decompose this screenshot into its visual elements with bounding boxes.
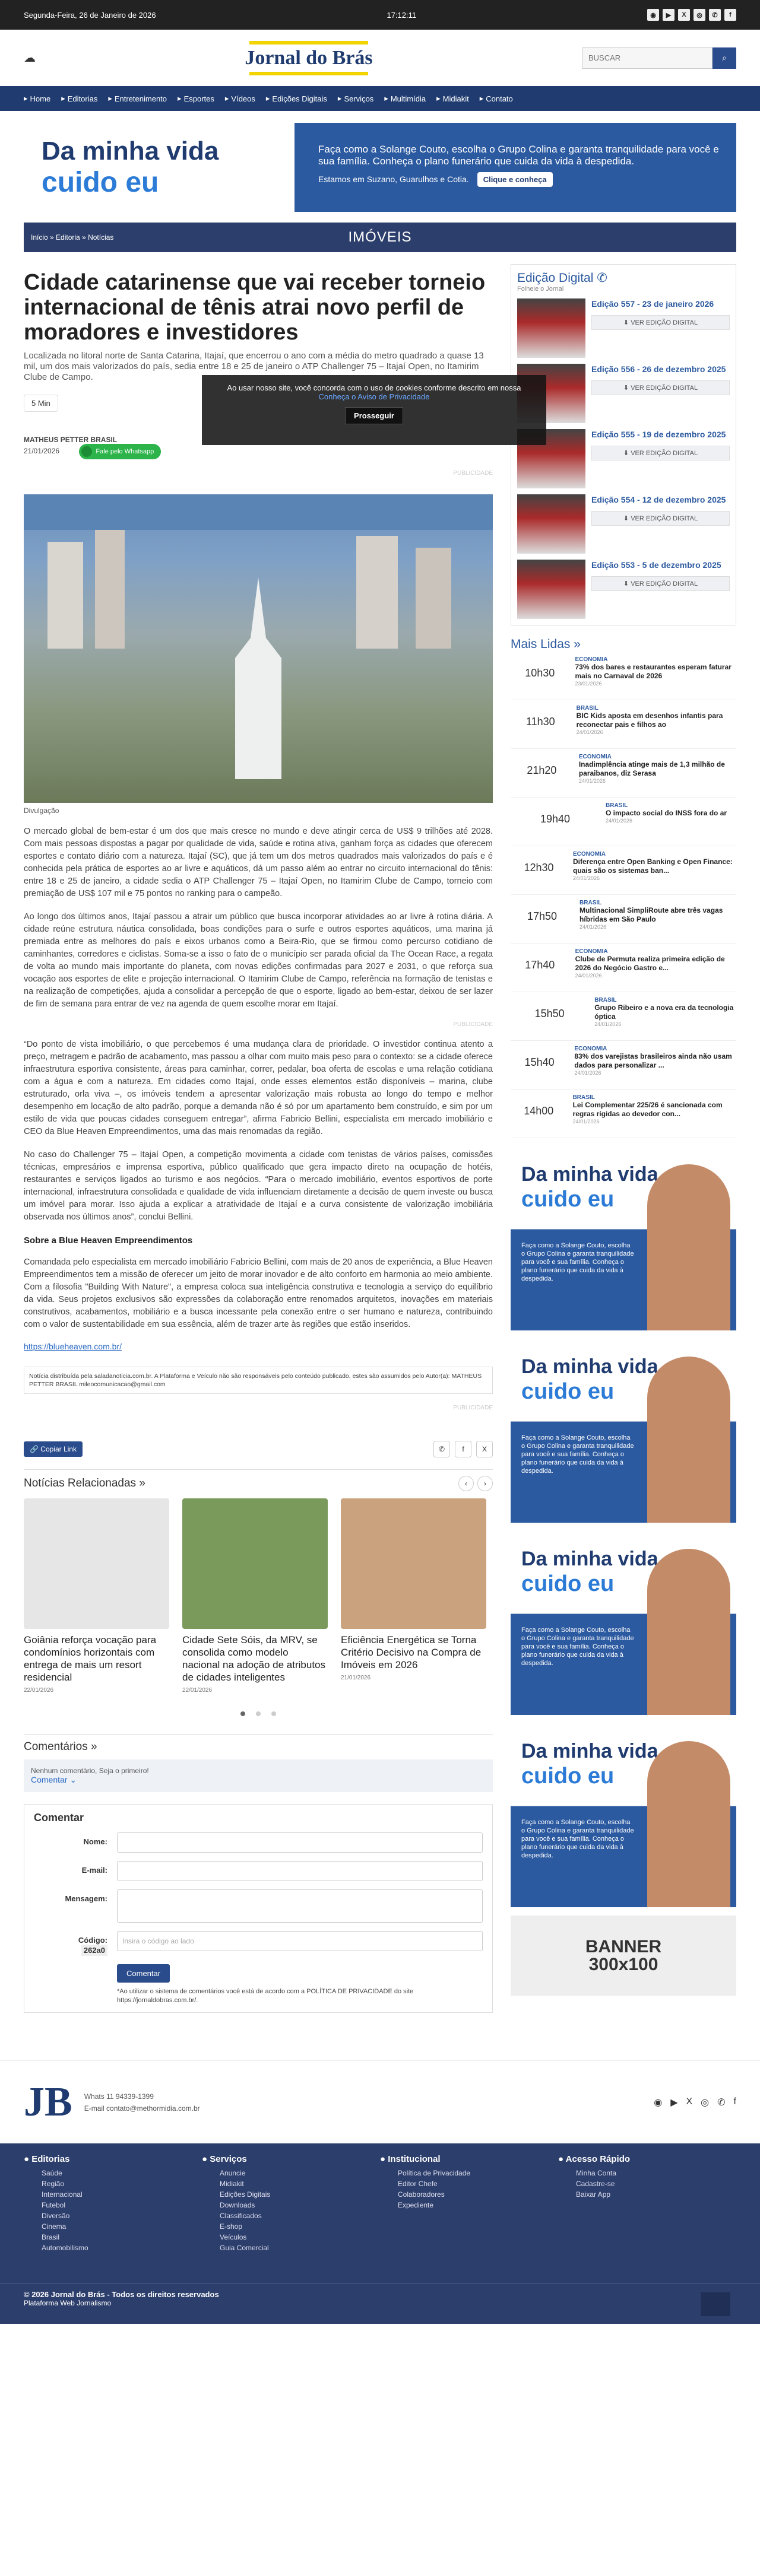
most-read-category: ECONOMIA xyxy=(574,1046,607,1052)
ad-text: Faça como a Solange Couto, escolha o Grupo Colina e garanta tranquilidade para você e sua família. Conheça o plano funerário que cuida da vida à despedida. xyxy=(521,1627,634,1667)
article xyxy=(24,264,493,2013)
related-date: 21/01/2026 xyxy=(341,1675,371,1681)
most-read-category: ECONOMIA xyxy=(575,948,608,955)
search-button[interactable] xyxy=(712,47,736,69)
paragraph: Ao longo dos últimos anos, Itajaí passou a atrair um público que busca incorporar atividades ao ar livre à rotina diária. A cidade reúne estrutura náutica consolidada, boas condições para o surfe e outros esportes aquáticos, uma marina já premiada entre as melhores do país e eixos urbanos como a Beira-Rio, que se firmou como percurso cotidiano de caminhantes, corredores e ciclistas. Soma-se a isso o fato de o município ser parada oficial da The Ocean Race, a regata de volta ao mundo mais importante do planeta, com novas edições confirmadas para 2027 e 2031, o que reforça sua vocação aos esportes de elite e projeção internacional. O Itamirim Clube de Campo, referência na formação de tenistas e na realização de competições, ajuda a consolidar a percepção de que o esporte, ligado ao bem-estar, deixou de ser lazer de fim de semana para entrar de vez na agenda de quem escolhe morar em Itajaí. xyxy=(24,912,493,1009)
related-image xyxy=(341,1498,486,1629)
comment-form xyxy=(24,1804,493,2013)
view-edition-button[interactable]: ⬇ VER EDIÇÃO DIGITAL xyxy=(591,380,730,395)
next-arrow-icon[interactable]: › xyxy=(477,1476,493,1491)
comments-empty: Nenhum comentário, Seja o primeiro! Comentar ⌄ xyxy=(24,1759,493,1792)
most-read-item[interactable] xyxy=(511,798,736,846)
most-read-title[interactable]: Grupo Ribeiro e a nova era da tecnologia óptica xyxy=(594,1003,734,1021)
related-title: Notícias Relacionadas » xyxy=(24,1477,145,1489)
ad-label: PUBLICIDADE xyxy=(453,470,493,477)
footer-link[interactable]: Editor Chefe xyxy=(398,2180,438,2188)
sports-icon: ▸ xyxy=(178,94,182,103)
related-card[interactable] xyxy=(182,1498,328,1694)
ad-label: PUBLICIDADE xyxy=(453,1021,493,1028)
whatsapp-icon xyxy=(81,446,92,457)
breadcrumb-noticias[interactable]: Notícias xyxy=(88,233,114,242)
most-read-title: Mais Lidas » xyxy=(511,637,581,651)
footer-column-title: ● Institucional xyxy=(380,2154,441,2164)
most-read-time: 17h40 xyxy=(525,959,555,971)
sidebar-ad[interactable] xyxy=(511,1723,736,1907)
view-edition-button[interactable]: ⬇ VER EDIÇÃO DIGITAL xyxy=(591,446,730,460)
nav-label: Entretenimento xyxy=(114,94,167,103)
ad-line2: cuido eu xyxy=(521,1571,615,1596)
most-read-date: 24/01/2026 xyxy=(575,973,602,979)
x-share-icon[interactable]: X xyxy=(476,1441,493,1457)
editorias-icon: ▸ xyxy=(61,94,65,103)
ad-text: Faça como a Solange Couto, escolha o Grupo Colina e garanta tranquilidade para você e sua família. Conheça o plano funerário que cuida da vida à despedida. xyxy=(521,1434,634,1475)
edition-title[interactable]: Edição 557 - 23 de janeiro 2026 xyxy=(591,299,714,309)
prev-arrow-icon[interactable]: ‹ xyxy=(458,1476,474,1491)
footer-link[interactable]: Expediente xyxy=(398,2201,434,2209)
privacy-note: *Ao utilizar o sistema de comentários você está de acordo com a POLÍTICA DE PRIVACIDADE do site https://jornaldobras.com.br/. xyxy=(117,1988,414,2004)
view-edition-button[interactable]: ⬇ VER EDIÇÃO DIGITAL xyxy=(591,576,730,591)
message-field[interactable] xyxy=(117,1889,483,1923)
edition-thumbnail[interactable] xyxy=(517,298,585,358)
most-read-date: 23/01/2026 xyxy=(575,681,602,687)
code-field[interactable]: Insira o código ao lado xyxy=(117,1931,483,1951)
footer-link[interactable]: Guia Comercial xyxy=(220,2244,269,2252)
header xyxy=(0,30,760,86)
most-read-item[interactable] xyxy=(511,1090,736,1138)
footer-column-title: ● Acesso Rápido xyxy=(558,2154,631,2164)
edition-item[interactable] xyxy=(517,494,730,554)
most-read-title[interactable]: Multinacional SimpliRoute abre três vagas híbridas em São Paulo xyxy=(580,906,723,923)
footer-link[interactable]: E-shop xyxy=(220,2222,243,2231)
back-to-top-button[interactable] xyxy=(701,2292,730,2316)
ad-person-image xyxy=(647,1357,730,1523)
most-read-time: 19h40 xyxy=(540,813,571,825)
nav-item-3[interactable] xyxy=(178,94,214,103)
footer-column xyxy=(24,2154,202,2273)
comments-title: Comentários » xyxy=(24,1740,97,1753)
most-read-title[interactable]: BIC Kids aposta em desenhos infantis para reconectar pais e filhos ao xyxy=(576,712,723,729)
x-footer-icon[interactable]: X xyxy=(686,2096,693,2107)
related-title[interactable]: Eficiência Energética se Torna Critério Decisivo na Compra de Imóveis em 2026 xyxy=(341,1634,482,1670)
share-icons xyxy=(433,1441,493,1457)
footer-column-title: ● Serviços xyxy=(202,2154,247,2164)
entertainment-icon: ▸ xyxy=(108,94,112,103)
author-name: MATHEUS PETTER BRASIL xyxy=(24,436,118,444)
edition-info xyxy=(591,494,730,554)
ad-button[interactable]: Clique e conheça xyxy=(477,172,553,187)
whatsapp-footer-icon[interactable]: ✆ xyxy=(717,2097,726,2108)
carousel-dots xyxy=(24,1711,493,1716)
most-read-category: ECONOMIA xyxy=(575,656,608,663)
footer-link[interactable]: Futebol xyxy=(42,2201,66,2209)
most-read-info xyxy=(606,802,727,841)
most-read-title[interactable]: Lei Complementar 225/26 é sancionada com regras rígidas ao devedor con... xyxy=(572,1101,723,1118)
share-bar xyxy=(24,1441,493,1457)
most-read-info xyxy=(573,851,736,890)
paragraph: O mercado global de bem-estar é um dos que mais cresce no mundo e deve atingir cerca de US$ 9 trilhões até 2028. Com mais pessoas dispostas a pagar por qualidade de vida, saúde e rotina ativa, ganham força as cidades que oferecem esportes e contato diário com a natureza. Itajaí (SC), que já tem um dos metros quadrados mais valorizados do país e é conhecida pela prática de esportes ao ar livre e aquáticos, dá um passo além ao entrar no circuito internacional do tênis: entre 18 e 25 de janeiro, a cidade sedia o ATP Challenger 75 – Itajaí Open, no Itamirim Clube de Campo, torneio com premiação de US$ 107 mil e 75 pontos no ranking para o campeão. xyxy=(24,827,493,898)
view-edition-button[interactable]: ⬇ VER EDIÇÃO DIGITAL xyxy=(591,315,730,330)
edition-info xyxy=(591,429,730,488)
footer-link[interactable]: Política de Privacidade xyxy=(398,2169,471,2177)
editions-icon: ▸ xyxy=(265,94,270,103)
paragraph: No caso do Challenger 75 – Itajaí Open, a competição movimenta a cidade com tenistas de vários países, comissões técnicas, empresários e imprensa esportiva, público qualificado que gera impacto direto na ocupação de hotéis, restaurantes e serviços ligados ao turismo e aos negócios. “Para o mercado imobiliário, eventos esportivos de porte internacional, infraestrutura consolidada e qualidade de vida influenciam diretamente a decisão de quem investe ou busca um imóvel para morar. Isso ajuda a explicar a atratividade de Itajaí e a curva consistente de valorização imobiliária observada nos últimos anos”, conclui Bellini. xyxy=(24,1150,493,1222)
related-title[interactable]: Cidade Sete Sóis, da MRV, se consolida como modelo nacional na adoção de atributos de cidades inteligentes xyxy=(182,1634,326,1683)
comments-section xyxy=(24,1734,493,2013)
most-read-date: 24/01/2026 xyxy=(594,1021,622,1027)
copy-link-button[interactable]: 🔗 Copiar Link xyxy=(24,1441,83,1457)
nav-item-4[interactable] xyxy=(225,94,255,103)
footer-link[interactable]: Downloads xyxy=(220,2201,255,2209)
nav-label: Serviços xyxy=(344,94,374,103)
ad-line2: cuido eu xyxy=(521,1379,615,1404)
ad-line1: Da minha vida xyxy=(42,136,219,166)
ad-line1: Da minha vida xyxy=(521,1355,658,1378)
edition-item[interactable] xyxy=(517,429,730,488)
footer-link[interactable]: Cadastre-se xyxy=(576,2180,615,2188)
sidebar xyxy=(511,264,736,2013)
edition-info xyxy=(591,364,730,423)
top-ad-banner[interactable] xyxy=(24,123,736,212)
most-read-category: BRASIL xyxy=(580,900,602,906)
edition-title[interactable]: Edição 553 - 5 de dezembro 2025 xyxy=(591,560,721,570)
most-read-category: BRASIL xyxy=(572,1094,595,1101)
most-read-category: BRASIL xyxy=(576,705,598,712)
banner-placeholder[interactable]: BANNER 300x100 xyxy=(511,1916,736,1996)
most-read-title[interactable]: Inadimplência atinge mais de 1,3 milhão de paraibanos, diz Serasa xyxy=(578,760,725,777)
subheading: Sobre a Blue Heaven Empreendimentos xyxy=(24,1235,193,1246)
footer-link[interactable]: Região xyxy=(42,2180,65,2188)
view-edition-button[interactable]: ⬇ VER EDIÇÃO DIGITAL xyxy=(591,511,730,526)
most-read-info xyxy=(580,900,736,938)
related-card[interactable] xyxy=(341,1498,486,1694)
footer-logo[interactable]: JB xyxy=(24,2079,72,2125)
most-read-item[interactable] xyxy=(511,700,736,749)
top-social-links xyxy=(647,9,736,21)
related-date: 22/01/2026 xyxy=(24,1687,54,1694)
video-icon: ▸ xyxy=(224,94,229,103)
most-read-item[interactable] xyxy=(511,652,736,700)
edition-item[interactable] xyxy=(517,364,730,423)
ad-line2: cuido eu xyxy=(521,1764,615,1789)
article-title: Cidade catarinense que vai receber torneio internacional de tênis atrai novo perfil de moradores e investidores xyxy=(24,270,486,345)
most-read-time: 14h00 xyxy=(524,1105,554,1117)
most-read-date: 24/01/2026 xyxy=(576,729,603,735)
most-read-category: BRASIL xyxy=(606,802,628,809)
instagram-footer-icon[interactable]: ◎ xyxy=(701,2097,710,2108)
footer-link[interactable]: Anuncie xyxy=(220,2169,246,2177)
privacy-link[interactable]: Conheça o Aviso de Privacidade xyxy=(318,392,430,401)
most-read-item[interactable] xyxy=(511,992,736,1041)
nav-label: Midiakit xyxy=(442,94,469,103)
copyright: © 2026 Jornal do Brás - Todos os direitos reservados xyxy=(24,2290,219,2299)
multimedia-icon: ▸ xyxy=(384,94,388,103)
photo-caption: Divulgação xyxy=(24,806,59,815)
whatsapp-button[interactable]: Fale pelo Whatsapp xyxy=(79,444,161,459)
cookie-banner xyxy=(202,375,546,445)
nav-item-1[interactable] xyxy=(61,94,97,103)
form-title: Comentar xyxy=(34,1812,84,1824)
carousel-dot[interactable] xyxy=(240,1711,245,1716)
footer-column-title: ● Editorias xyxy=(24,2154,70,2164)
most-read-info xyxy=(579,754,736,792)
nav-label: Contato xyxy=(486,94,513,103)
most-read-category: BRASIL xyxy=(594,997,617,1003)
most-read-time: 15h50 xyxy=(534,1008,565,1019)
most-read-info xyxy=(575,948,736,987)
footer-links xyxy=(0,2143,760,2283)
nav-item-5[interactable] xyxy=(266,94,327,103)
article-date: 21/01/2026 xyxy=(24,447,60,456)
edition-title[interactable]: Edição 555 - 19 de dezembro 2025 xyxy=(591,430,726,439)
x-icon[interactable]: X xyxy=(678,9,690,21)
most-read-title[interactable]: Diferença entre Open Banking e Open Finance: quais são os sistemas ban... xyxy=(573,857,733,875)
most-read-item[interactable] xyxy=(511,895,736,944)
name-field[interactable] xyxy=(117,1832,483,1853)
related-news xyxy=(24,1469,493,1716)
footer-link[interactable]: Colaboradores xyxy=(398,2190,445,2199)
most-read-category: ECONOMIA xyxy=(573,851,606,857)
footer-link[interactable]: Cinema xyxy=(42,2222,66,2231)
footer-socials xyxy=(654,2097,736,2108)
most-read-time: 15h40 xyxy=(524,1056,555,1068)
phone-icon: ✆ xyxy=(597,271,607,285)
edition-thumbnail[interactable] xyxy=(517,494,585,554)
most-read-time: 11h30 xyxy=(525,716,555,728)
ad-line2: cuido eu xyxy=(42,166,159,198)
footer-column xyxy=(202,2154,380,2273)
sidebar-ad[interactable] xyxy=(511,1146,736,1330)
sidebar-ad[interactable] xyxy=(511,1531,736,1715)
most-read-time: 21h20 xyxy=(527,764,557,776)
edition-info xyxy=(591,560,730,619)
rss-icon[interactable]: ◉ xyxy=(647,9,659,21)
ad-line1: Da minha vida xyxy=(521,1163,658,1186)
nav-label: Vídeos xyxy=(231,94,255,103)
related-date: 22/01/2026 xyxy=(182,1687,213,1694)
footer-link[interactable]: Baixar App xyxy=(576,2190,611,2199)
youtube-footer-icon[interactable]: ▶ xyxy=(670,2097,678,2108)
ad-person-image xyxy=(647,1741,730,1907)
nav-label: Home xyxy=(30,94,51,103)
footer-link[interactable]: Edições Digitais xyxy=(220,2190,271,2199)
nav-item-0[interactable] xyxy=(24,94,50,103)
section-title: IMÓVEIS xyxy=(348,229,412,245)
nav-item-6[interactable] xyxy=(338,94,373,103)
paragraph: “Do ponto de vista imobiliário, o que percebemos é uma mudança clara de prioridade. O investidor continua atento a preço, metragem e padrão de acabamento, mas passou a olhar com muito mais peso para o contexto: se a cidade oferece infraestrutura esportiva consistente, áreas para caminhar, correr, pedalar, boa oferta de escolas e uma relação cotidiana com a água e com a natureza. Em cidades como Itajaí, onde esses elementos estão disponíveis – marina, clube estruturado, orla viva –, os imóveis tendem a apresentar valorização mais robusta ao longo do tempo e melhor desempenho em locação de alto padrão, porque a demanda não é só por um apartamento bem construído, e sim por um estilo de vida que poucas cidades conseguem entregar”, afirma Fabricio Bellini, especialista em mercado imobiliário e CEO da Blue Heaven Empreendimentos, uma das mais renomadas da região. xyxy=(24,1040,493,1136)
cookie-text: Ao usar nosso site, você concorda com o uso de cookies conforme descrito em nossa xyxy=(227,383,521,392)
cloud-icon: ☁ xyxy=(24,52,36,65)
breadcrumb: Início » Editoria » Notícias IMÓVEIS xyxy=(24,223,736,252)
code-label: Código: 262a0 xyxy=(78,1936,107,1955)
footer-link[interactable]: Classificados xyxy=(220,2212,262,2220)
most-read-date: 24/01/2026 xyxy=(574,1070,601,1076)
name-label: Nome: xyxy=(83,1837,107,1846)
most-read-title[interactable]: 83% dos varejistas brasileiros ainda não usam dados para personalizar ... xyxy=(574,1052,732,1069)
search-icon: ⌕ xyxy=(722,53,727,62)
nav-label: Editorias xyxy=(67,94,98,103)
most-read-item[interactable] xyxy=(511,749,736,798)
email-label: E-mail: xyxy=(81,1866,107,1875)
ad-label: PUBLICIDADE xyxy=(453,1405,493,1411)
related-image xyxy=(182,1498,328,1629)
ad-text: Faça como a Solange Couto, escolha o Grupo Colina e garanta tranquilidade para você e sua família. Conheça o plano funerário que cuida da vida à despedida. xyxy=(521,1242,634,1282)
ad-location: Estamos em Suzano, Guarulhos e Cotia. Clique e conheça xyxy=(318,172,736,187)
paragraph: Comandada pelo especialista em mercado imobiliário Fabricio Bellini, com mais de 20 anos de experiência, a Blue Heaven Empreendimentos tem a missão de oferecer um jeito de morar inovador e de alto conforto em harmonia ao meio ambiente. Com a filosofia "Building With Nature", a empresa coloca sua inteligência construtiva e tecnologia a serviço do equilíbrio da vida. Seus projetos exclusivos são expressões da colaboração entre renomados arquitetos, inovações em materiais construtivos, acabamentos, mobiliário e a busca incessante pela conexão entre o ser humano e natureza, contribuindo com o valor de sustentabilidade em sua essência, além de trazer arte às regiões que estão inseridos. xyxy=(24,1257,493,1329)
most-read-date: 24/01/2026 xyxy=(580,924,607,930)
carousel-dot[interactable] xyxy=(271,1711,276,1716)
nav-label: Esportes xyxy=(183,94,214,103)
nav-label: Multimídia xyxy=(390,94,426,103)
most-read-item[interactable] xyxy=(511,1041,736,1090)
related-image xyxy=(24,1498,169,1629)
whatsapp-share-icon[interactable]: ✆ xyxy=(433,1441,450,1457)
submit-comment-button[interactable]: Comentar xyxy=(117,1964,170,1983)
search-form xyxy=(582,47,736,69)
carousel-dot[interactable] xyxy=(256,1711,261,1716)
top-bar xyxy=(0,0,760,30)
youtube-icon[interactable]: ▶ xyxy=(663,9,674,21)
facebook-share-icon[interactable]: f xyxy=(455,1441,471,1457)
most-read-category: ECONOMIA xyxy=(578,754,612,760)
edition-title[interactable]: Edição 554 - 12 de dezembro 2025 xyxy=(591,495,726,504)
search-input[interactable] xyxy=(582,47,712,69)
nav-item-2[interactable] xyxy=(108,94,167,103)
footer-phone: Whats 11 94339-1399 xyxy=(84,2092,154,2101)
ad-person-image xyxy=(647,1164,730,1330)
article-photo xyxy=(24,494,493,803)
current-time: 17:12:11 xyxy=(387,10,417,20)
facebook-icon[interactable]: f xyxy=(724,9,736,21)
footer-link[interactable]: Saúde xyxy=(42,2169,62,2177)
current-date: Segunda-Feira, 26 de Janeiro de 2026 xyxy=(24,10,156,20)
article-body xyxy=(24,825,493,1351)
most-read-info xyxy=(573,1094,736,1133)
disclaimer-note: Notícia distribuída pela saladanoticia.com.br. A Plataforma e Veículo não são responsáveis pelo conteúdo publicado, estes são assumidos pelo Autor(a): MATHEUS PETTER BRASIL mileocomunicacao@gmail.com xyxy=(24,1367,493,1394)
most-read-title[interactable]: 73% dos bares e restaurantes esperam faturar mais no Carnaval de 2026 xyxy=(575,663,732,680)
edition-thumbnail[interactable] xyxy=(517,560,585,619)
logo-text: Jornal do Brás xyxy=(245,46,373,69)
midiakit-icon: ▸ xyxy=(436,94,441,103)
footer-link[interactable]: Internacional xyxy=(42,2190,83,2199)
home-icon: ▸ xyxy=(24,94,28,103)
ad-line1: Da minha vida xyxy=(521,1740,658,1762)
contact-icon: ▸ xyxy=(479,94,484,103)
footer-link[interactable]: Midiakit xyxy=(220,2180,244,2188)
editions-title: Edição Digital xyxy=(517,271,594,285)
nav-item-7[interactable] xyxy=(384,94,426,103)
facebook-footer-icon[interactable]: f xyxy=(733,2096,736,2107)
most-read-time: 12h30 xyxy=(524,862,554,874)
nav-label: Edições Digitais xyxy=(272,94,327,103)
footer-top xyxy=(0,2060,760,2143)
comment-toggle[interactable]: Comentar ⌄ xyxy=(31,1775,77,1784)
captcha-code: 262a0 xyxy=(81,1945,107,1956)
edition-item[interactable] xyxy=(517,298,730,358)
breadcrumb-home[interactable]: Início xyxy=(31,233,48,242)
footer-link[interactable]: Automobilismo xyxy=(42,2244,88,2252)
most-read-info xyxy=(575,656,736,695)
cookie-accept-button[interactable]: Prosseguir xyxy=(345,407,403,424)
nav-item-8[interactable] xyxy=(436,94,469,103)
ad-line1: Da minha vida xyxy=(521,1548,658,1570)
most-read-info xyxy=(594,997,736,1036)
edition-title[interactable]: Edição 556 - 26 de dezembro 2025 xyxy=(591,364,726,374)
instagram-icon[interactable]: ◎ xyxy=(694,9,705,21)
platform: Plataforma Web Jornalismo xyxy=(24,2299,112,2307)
footer-link[interactable]: Brasil xyxy=(42,2233,60,2241)
email-field[interactable] xyxy=(117,1861,483,1881)
services-icon: ▸ xyxy=(337,94,342,103)
footer-email: E-mail contato@methormidia.com.br xyxy=(84,2104,200,2113)
most-read-title[interactable]: O impacto social do INSS fora do ar xyxy=(606,809,727,817)
nav-item-9[interactable] xyxy=(480,94,513,103)
related-title[interactable]: Goiânia reforça vocação para condomínios horizontais com entrega de mais um resort residencial xyxy=(24,1634,157,1683)
most-read-time: 17h50 xyxy=(527,910,558,922)
ad-text: Faça como a Solange Couto, escolha o Grupo Colina e garanta tranquilidade para você e sua família. Conheça o plano funerário que cuida da vida à despedida. xyxy=(521,1819,634,1859)
footer-bottom xyxy=(0,2283,760,2324)
most-read-item[interactable] xyxy=(511,944,736,992)
ad-line2: cuido eu xyxy=(521,1187,615,1212)
related-card[interactable] xyxy=(24,1498,169,1694)
footer-link[interactable]: Veículos xyxy=(220,2233,247,2241)
most-read-title[interactable]: Clube de Permuta realiza primeira edição de 2026 do Negócio Gastro e... xyxy=(575,955,725,972)
footer-column xyxy=(558,2154,736,2273)
site-logo[interactable] xyxy=(245,41,372,75)
ad-text: Faça como a Solange Couto, escolha o Grupo Colina e garanta tranquilidade para você e sua família. Conheça o plano funerário que cuida da vida à despedida. xyxy=(318,143,719,167)
most-read-info xyxy=(577,705,736,744)
most-read-item[interactable] xyxy=(511,846,736,895)
breadcrumb-editoria[interactable]: Editoria xyxy=(56,233,80,242)
most-read xyxy=(511,637,736,1138)
read-time: 5 Min xyxy=(24,395,58,412)
footer-link[interactable]: Minha Conta xyxy=(576,2169,617,2177)
message-label: Mensagem: xyxy=(65,1894,107,1903)
footer-link[interactable]: Diversão xyxy=(42,2212,70,2220)
external-link[interactable]: https://blueheaven.com.br/ xyxy=(24,1342,122,1351)
most-read-time: 10h30 xyxy=(525,667,555,679)
whatsapp-icon[interactable]: ✆ xyxy=(709,9,721,21)
rss-footer-icon[interactable]: ◉ xyxy=(654,2097,663,2108)
sidebar-ad[interactable] xyxy=(511,1339,736,1523)
most-read-date: 24/01/2026 xyxy=(578,778,606,784)
footer-column xyxy=(380,2154,558,2273)
main-nav xyxy=(0,86,760,111)
most-read-date: 24/01/2026 xyxy=(573,875,600,881)
most-read-date: 24/01/2026 xyxy=(606,818,633,824)
most-read-date: 24/01/2026 xyxy=(572,1119,600,1125)
article-lead: Localizada no litoral norte de Santa Catarina, Itajaí, que encerrou o ano com a média do metro quadrado a quase 13 mil, um dos mais valorizados do país, sedia entre 18 e 25 de janeiro o ATP Challenger 75 – Itajaí Open, no Itamirim Clube de Campo. xyxy=(24,351,484,382)
most-read-info xyxy=(574,1046,736,1084)
editions-subtitle: Folheie o Jornal xyxy=(517,285,564,293)
ad-person-image xyxy=(647,1549,730,1715)
edition-item[interactable] xyxy=(517,560,730,619)
edition-info xyxy=(591,298,730,358)
